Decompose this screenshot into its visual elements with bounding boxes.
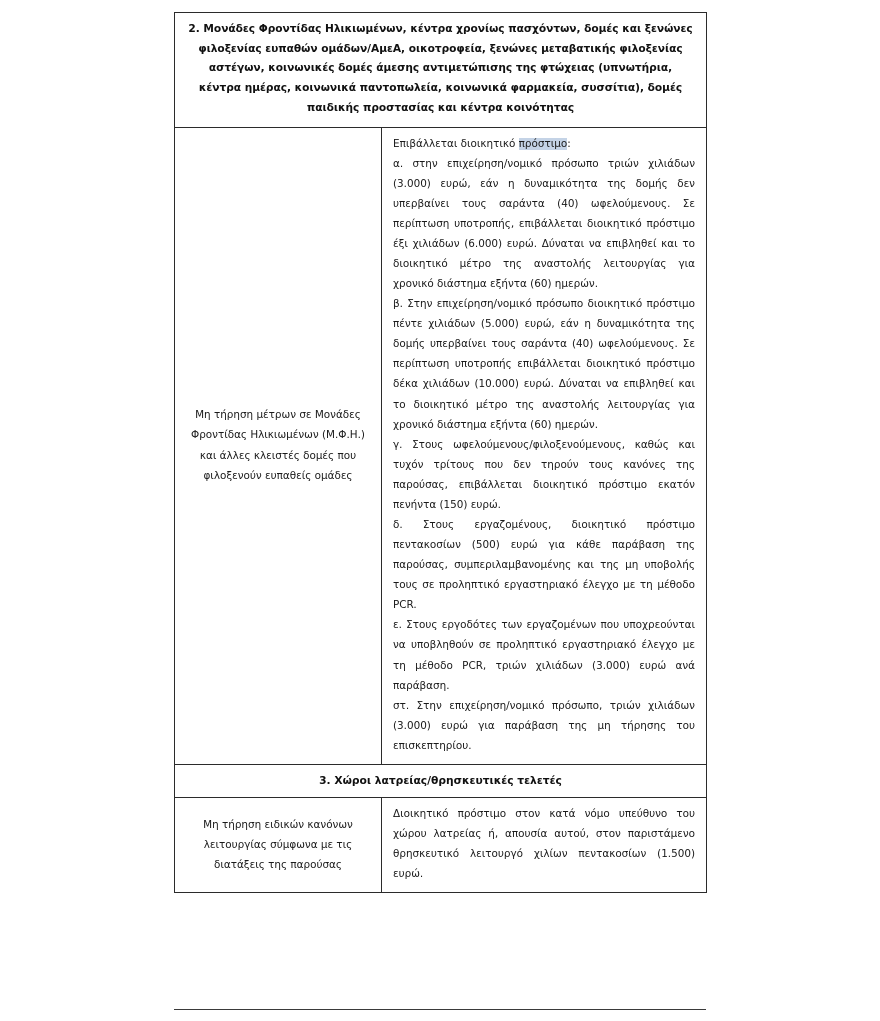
penalty-intro-line [393, 134, 695, 154]
penalty-clause-b: β. Στην επιχείρηση/νομικό πρόσωπο διοικητικό πρόστιμο πέντε χιλιάδων (5.000) ευρώ, εάν η δυναμικότητα της δομής υπερβαίνει τους σαράντα (40) ωφελούμενους. Σε περίπτωση υποτροπής επιβάλλεται διοικητικό πρόστιμο δέκα χιλιάδων (10.000) ευρώ. Δύναται να επιβληθεί και το διοικητικό μέτρο της αναστολής λειτουργίας για χρονικό διάστημα εξήντα (60) ημερών. [393, 298, 695, 431]
section-3-heading: 3. Χώροι λατρείας/θρησκευτικές τελετές [175, 764, 707, 797]
penalty-clause-religious: Διοικητικό πρόστιμο στον κατά νόμο υπεύθυνο του χώρου λατρείας ή, απουσία αυτού, στον παριστάμενο θρησκευτικό λειτουργό χιλίων πεντακοσίων (1.500) ευρώ. [393, 808, 695, 881]
section-2-heading: 2. Μονάδες Φροντίδας Ηλικιωμένων, κέντρα χρονίως πασχόντων, δομές και ξενώνες φιλοξενίας ευπαθών ομάδων/ΑμεΑ, οικοτροφεία, ξενώνες μεταβατικής φιλοξενίας αστέγων, κοινωνικές δομές άμεσης αντιμετώπισης της φτώχειας (υπνωτήρια, κέντρα ημέρας, κοινωνικά παντοπωλεία, κοινωνικά φαρμακεία, συσσίτια), δομές παιδικής προστασίας και κέντρα κοινότητας [175, 13, 707, 128]
penalty-clause-st: στ. Στην επιχείρηση/νομικό πρόσωπο, τριών χιλιάδων (3.000) ευρώ για παράβαση της μη τήρησης του επισκεπτηρίου. [393, 699, 695, 752]
highlighted-term: πρόστιμο [518, 137, 568, 150]
penalty-intro-text: Επιβάλλεται διοικητικό [393, 137, 519, 150]
penalty-intro-colon: : [567, 137, 571, 150]
table-row [175, 798, 707, 893]
section-2-heading-row [175, 13, 707, 128]
penalty-clause-d: δ. Στους εργαζομένους, διοικητικό πρόστιμο πεντακοσίων (500) ευρώ για κάθε παράβαση της παρούσας, συμπεριλαμβανομένης και της μη υποβολής τους σε προληπτικό εργαστηριακό έλεγχο με τη μέθοδο PCR. [393, 519, 695, 612]
page-bottom-rule [174, 1009, 706, 1010]
section-3-penalty-description [382, 798, 707, 893]
penalty-clause-e: ε. Στους εργοδότες των εργαζομένων που υποχρεούνται να υποβληθούν σε προληπτικό εργαστηριακό έλεγχο με τη μέθοδο PCR, τριών χιλιάδων (3.000) ευρώ ανά παράβαση. [393, 619, 695, 692]
section-2-violation-description: Μη τήρηση μέτρων σε Μονάδες Φροντίδας Ηλικιωμένων (Μ.Φ.Η.) και άλλες κλειστές δομές που φιλοξενούν ευπαθείς ομάδες [175, 127, 382, 764]
section-3-violation-description: Μη τήρηση ειδικών κανόνων λειτουργίας σύμφωνα με τις διατάξεις της παρούσας [175, 798, 382, 893]
penalty-clause-a: α. στην επιχείρηση/νομικό πρόσωπο τριών χιλιάδων (3.000) ευρώ, εάν η δυναμικότητα της δομής δεν υπερβαίνει τους σαράντα (40) ωφελούμενους. Σε περίπτωση υποτροπής, επιβάλλεται διοικητικό πρόστιμο έξι χιλιάδων (6.000) ευρώ. Δύναται να επιβληθεί και το διοικητικό μέτρο της αναστολής λειτουργίας για χρονικό διάστημα εξήντα (60) ημερών. [393, 157, 695, 291]
sanctions-table [174, 12, 707, 893]
penalty-clause-c: γ. Στους ωφελούμενους/φιλοξενούμενους, καθώς και τυχόν τρίτους που δεν τηρούν τους κανόνες της παρούσας, επιβάλλεται διοικητικό πρόστιμο εκατόν πενήντα (150) ευρώ. [393, 438, 695, 511]
table-row [175, 127, 707, 764]
section-2-penalty-description [382, 127, 707, 764]
section-3-heading-row [175, 764, 707, 797]
